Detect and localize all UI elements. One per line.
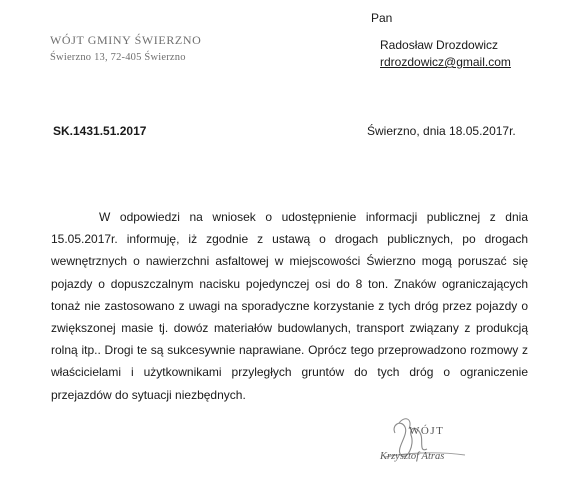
signer-name: Krzysztof Atras (380, 451, 445, 462)
recipient-salutation: Pan (371, 11, 393, 25)
place-date: Świerzno, dnia 18.05.2017r. (367, 124, 516, 138)
recipient-email-link[interactable]: rdrozdowicz@gmail.com (380, 55, 511, 69)
reference-number: SK.1431.51.2017 (53, 124, 147, 138)
signature-block (365, 405, 485, 475)
issuer-stamp (50, 32, 201, 65)
recipient-name: Radosław Drozdowicz (380, 38, 499, 52)
issuer-address: Świerzno 13, 72-405 Świerzno (50, 52, 186, 63)
issuer-title: WÓJT GMINY ŚWIERZNO (50, 33, 202, 47)
letter-body: W odpowiedzi na wniosek o udostępnienie informacji publicznej z dnia 15.05.2017r. informuję, iż zgodnie z ustawą o drogach publicznych, po drogach wewnętrznych o nawierzchni asfaltowej w miejscowości Świerzno mogą poruszać się pojazdy o dopuszczalnym nacisku pojedynczej osi do 8 ton. Znaków ograniczających tonaż nie zastosowano z uwagi na sporadyczne korzystanie z tych dróg przez pojazdy o zwiększonej masie tj. dowóz materiałów budowlanych, transport związany z produkcją rolną itp.. Drogi te są sukcesywnie naprawiane. Oprócz tego przeprowadzono rozmowy z właścicielami i użytkownikami przyległych gruntów do tych dróg o ograniczenie przejazdów do sytuacji niezbędnych. (51, 210, 528, 402)
signer-title: WÓJT (409, 425, 445, 437)
handwritten-signature-icon (365, 405, 485, 475)
